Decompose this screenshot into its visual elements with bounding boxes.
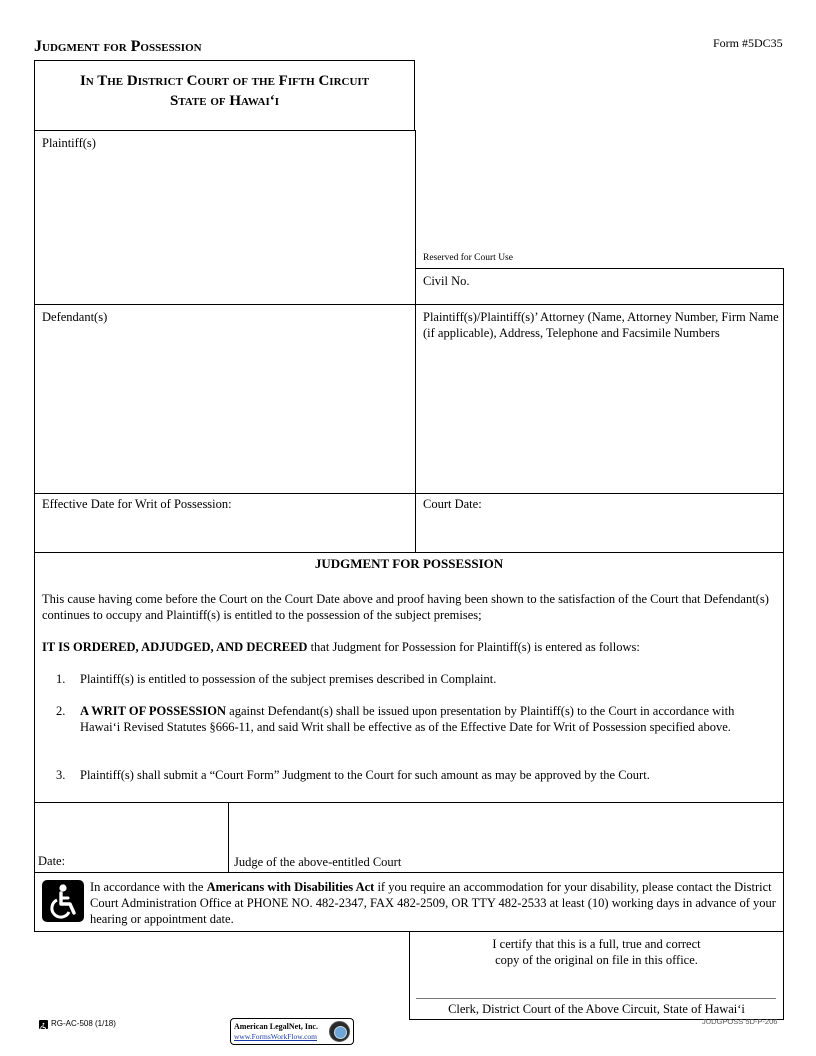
ordered-bold: IT IS ORDERED, ADJUDGED, AND DECREED	[42, 640, 308, 654]
revision-code: RG-AC-508 (1/18)	[51, 1019, 116, 1028]
writ-bold: A WRIT OF POSSESSION	[80, 704, 227, 718]
court-date-label: Court Date:	[423, 497, 482, 511]
judge-label: Judge of the above-entitled Court	[234, 855, 402, 869]
form-number: Form #5DC35	[713, 36, 783, 50]
item-number: 2.	[56, 704, 66, 718]
item-number: 1.	[56, 672, 66, 686]
item-text: Plaintiff(s) is entitled to possession of the subject premises described in Complaint.	[80, 672, 497, 686]
civil-no-divider	[415, 304, 784, 305]
item-text: Plaintiff(s) shall submit a “Court Form” Judgment to the Court for such amount as may be approved by the Court.	[80, 768, 650, 782]
court-name: In The District Court of the Fifth Circuit	[79, 73, 370, 89]
ordered-rest: that Judgment for Possession for Plaintiff(s) is entered as follows:	[307, 640, 640, 654]
form-title: Judgment for Possession	[34, 38, 202, 55]
reserved-label: Reserved for Court Use	[423, 253, 513, 263]
signature-divider	[228, 802, 229, 872]
logo-globe-icon	[329, 1021, 350, 1042]
date-label: Date:	[38, 854, 66, 868]
plaintiff-defendant-divider	[34, 304, 415, 305]
accessibility-icon	[42, 880, 84, 922]
court-state: State of Hawai‘i	[169, 93, 280, 109]
signature-top-divider	[34, 802, 784, 803]
effective-date-label: Effective Date for Writ of Possession:	[42, 497, 232, 511]
certify-line-1: I certify that this is a full, true and correct	[492, 937, 701, 951]
effective-date-field[interactable]	[36, 514, 412, 550]
civil-no-label: Civil No.	[423, 274, 470, 288]
judgment-heading: JUDGMENT FOR POSSESSION	[314, 556, 504, 571]
ada-bold: Americans with Disabilities Act	[206, 880, 375, 894]
plaintiff-field[interactable]	[36, 152, 412, 302]
clerk-signature-field[interactable]	[417, 972, 775, 996]
clerk-signature-line	[416, 998, 776, 999]
signature-bottom-divider	[34, 872, 784, 873]
attorney-field[interactable]	[417, 344, 781, 490]
judge-signature-field[interactable]	[232, 805, 780, 851]
certify-line-2: copy of the original on file in this office.	[495, 953, 698, 967]
court-date-field[interactable]	[417, 514, 781, 550]
right-border-top	[783, 268, 784, 553]
defendant-date-divider	[34, 493, 784, 494]
clerk-label: Clerk, District Court of the Above Circuit, State of Hawai‘i	[448, 1002, 745, 1016]
date-field[interactable]	[36, 805, 226, 851]
judgment-intro: This cause having come before the Court on the Court Date above and proof having been shown to the satisfaction of the Court that Defendant(s) continues to occupy and Plaintiff(s) is entitled to the possession of the subject premises;	[42, 592, 769, 622]
document-code: JUDGPOSS 5D-P-206	[702, 1017, 778, 1026]
reserved-divider	[415, 268, 784, 269]
legalnet-logo[interactable]	[230, 1018, 354, 1045]
defendant-field[interactable]	[36, 326, 412, 490]
ordered-paragraph	[42, 639, 777, 655]
defendant-label: Defendant(s)	[42, 310, 108, 324]
accessibility-small-icon	[39, 1020, 48, 1029]
center-divider	[415, 130, 416, 552]
ada-notice: In accordance with the Americans with Disabilities Act if you require an accommodation for your disability, please contact the District Court Administration Office at PHONE NO. 482-2347, FAX 482-2509, OR TTY 482-2533 at least (10) working days in advance of your hearing or appointment date.	[90, 880, 776, 926]
plaintiff-label: Plaintiff(s)	[42, 136, 96, 150]
logo-name: American LegalNet, Inc.	[234, 1022, 318, 1031]
item-number: 3.	[56, 768, 66, 782]
item-text: A WRIT OF POSSESSION against Defendant(s) shall be issued upon presentation by Plaintiff(s) to the Court in accordance with Hawai‘i Revised Statutes §666-11, and said Writ shall be effective as of the Effective Date for Writ of Possession specified above.	[80, 704, 735, 734]
civil-no-field[interactable]	[475, 270, 780, 302]
logo-url[interactable]: www.FormsWorkFlow.com	[234, 1032, 318, 1041]
court-caption-box	[34, 60, 415, 131]
attorney-label: Plaintiff(s)/Plaintiff(s)’ Attorney (Name, Attorney Number, Firm Name (if applicable), Address, Telephone and Facsimile Numbers	[423, 310, 779, 340]
